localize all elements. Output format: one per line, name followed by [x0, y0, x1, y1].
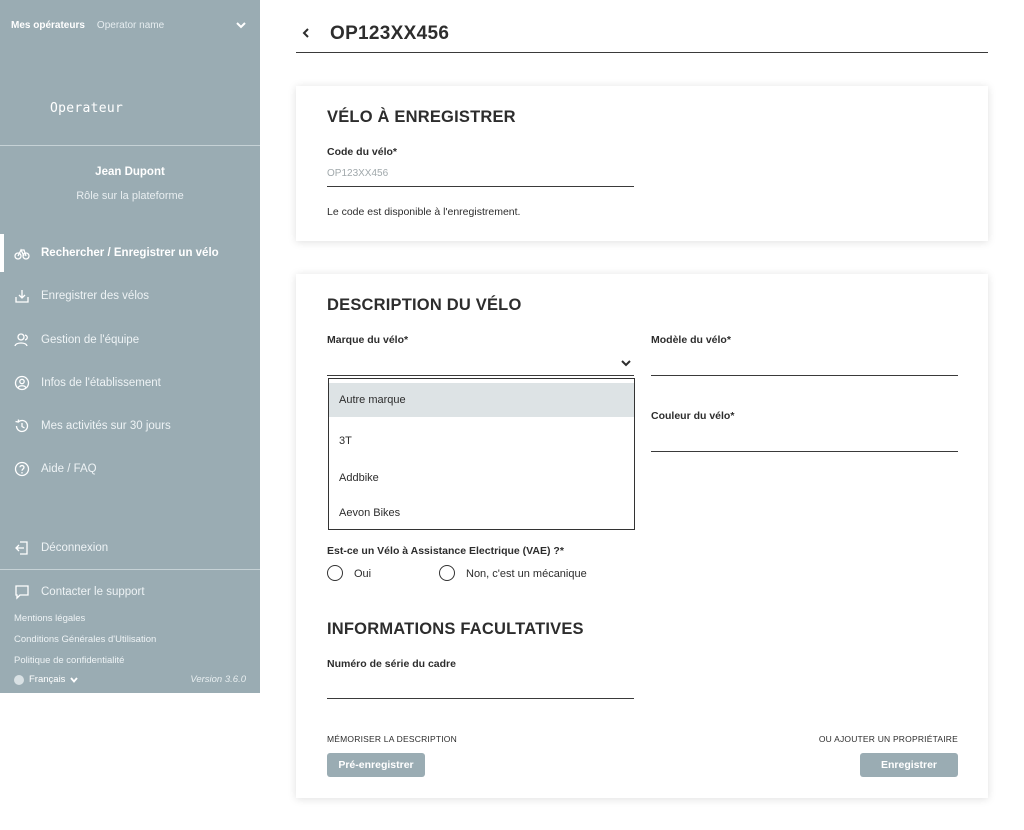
- preregister-button[interactable]: Pré-enregistrer: [327, 753, 425, 777]
- page-header: [296, 20, 988, 53]
- owner-label: OU AJOUTER UN PROPRIÉTAIRE: [818, 734, 958, 744]
- logout-label: Déconnexion: [41, 542, 109, 554]
- sidebar: [0, 0, 260, 693]
- brand-select[interactable]: [327, 375, 634, 376]
- register-button[interactable]: Enregistrer: [860, 753, 958, 777]
- vae-question: Est-ce un Vélo à Assistance Electrique (VAE) ?*: [327, 545, 564, 557]
- download-icon: [14, 288, 30, 304]
- color-label: Couleur du vélo*: [651, 410, 735, 422]
- sidebar-item-label: Gestion de l'équipe: [41, 334, 140, 346]
- brand-option[interactable]: 3T: [339, 435, 352, 447]
- code-input[interactable]: OP123XX456: [327, 168, 389, 179]
- chevron-down-icon: [235, 19, 247, 31]
- bike-icon: [14, 245, 30, 261]
- bike-register-card: [296, 86, 988, 241]
- operator-logo: Operateur: [50, 101, 124, 116]
- vae-yes-radio[interactable]: [327, 565, 343, 581]
- brand-dropdown-list: [328, 378, 635, 530]
- chat-icon: [14, 584, 30, 600]
- code-label: Code du vélo*: [327, 146, 398, 158]
- sidebar-item-help[interactable]: [0, 450, 260, 488]
- chevron-down-icon: [69, 675, 79, 685]
- page-title: OP123XX456: [330, 23, 450, 44]
- card-title: DESCRIPTION DU VÉLO: [327, 296, 522, 314]
- help-icon: [14, 461, 30, 477]
- model-input[interactable]: [651, 375, 958, 376]
- user-circle-icon: [14, 375, 30, 391]
- operator-name: Operator name: [96, 19, 165, 31]
- sidebar-item-label: Rechercher / Enregistrer un vélo: [41, 247, 219, 259]
- flag-icon: [14, 675, 24, 685]
- brand-option[interactable]: Addbike: [339, 472, 379, 484]
- sidebar-item-team[interactable]: [0, 321, 260, 359]
- card-title: VÉLO À ENREGISTRER: [327, 108, 516, 126]
- code-input-underline: [327, 186, 634, 187]
- sidebar-item-label: Enregistrer des vélos: [41, 290, 150, 302]
- serial-label: Numéro de série du cadre: [327, 658, 456, 670]
- terms-link[interactable]: Conditions Générales d'Utilisation: [14, 634, 157, 645]
- sidebar-item-label: Aide / FAQ: [41, 463, 97, 475]
- optional-section-title: INFORMATIONS FACULTATIVES: [327, 620, 584, 638]
- sidebar-item-search-register[interactable]: [0, 234, 260, 272]
- bike-description-card: [296, 274, 988, 798]
- version-label: Version 3.6.0: [190, 674, 246, 685]
- brand-option[interactable]: Aevon Bikes: [339, 507, 401, 519]
- language-selector[interactable]: [14, 674, 79, 685]
- sidebar-divider: [0, 145, 260, 146]
- sidebar-item-label: Infos de l'établissement: [41, 377, 161, 389]
- sidebar-item-register-bikes[interactable]: [0, 277, 260, 315]
- vae-no-label[interactable]: Non, c'est un mécanique: [466, 568, 587, 580]
- user-name: Jean Dupont: [95, 166, 165, 178]
- back-arrow-icon[interactable]: [300, 26, 312, 40]
- sidebar-item-activities[interactable]: [0, 407, 260, 445]
- privacy-link[interactable]: Politique de confidentialité: [14, 655, 125, 666]
- model-label: Modèle du vélo*: [651, 334, 731, 346]
- brand-option[interactable]: Autre marque: [329, 383, 634, 417]
- color-input[interactable]: [651, 451, 958, 452]
- logout-icon: [14, 540, 30, 556]
- memorize-label: MÉMORISER LA DESCRIPTION: [327, 734, 457, 744]
- sidebar-item-label: Mes activités sur 30 jours: [41, 420, 171, 432]
- user-role: Rôle sur la plateforme: [76, 190, 184, 202]
- logout-button[interactable]: [0, 529, 260, 567]
- history-icon: [14, 418, 30, 434]
- brand-label: Marque du vélo*: [327, 334, 409, 346]
- contact-support-label: Contacter le support: [41, 586, 145, 598]
- sidebar-item-establishment[interactable]: [0, 364, 260, 402]
- team-icon: [14, 332, 30, 348]
- availability-hint: Le code est disponible à l'enregistrement.: [327, 206, 521, 218]
- operator-selector[interactable]: [11, 17, 247, 33]
- contact-support-link[interactable]: [0, 573, 260, 611]
- vae-yes-label[interactable]: Oui: [354, 568, 372, 580]
- legal-link[interactable]: Mentions légales: [14, 613, 86, 624]
- sidebar-divider: [0, 569, 260, 570]
- operator-selector-label: Mes opérateurs: [11, 19, 85, 31]
- vae-no-radio[interactable]: [439, 565, 455, 581]
- chevron-down-icon[interactable]: [620, 358, 632, 368]
- serial-input[interactable]: [327, 698, 634, 699]
- language-label: Français: [29, 674, 66, 685]
